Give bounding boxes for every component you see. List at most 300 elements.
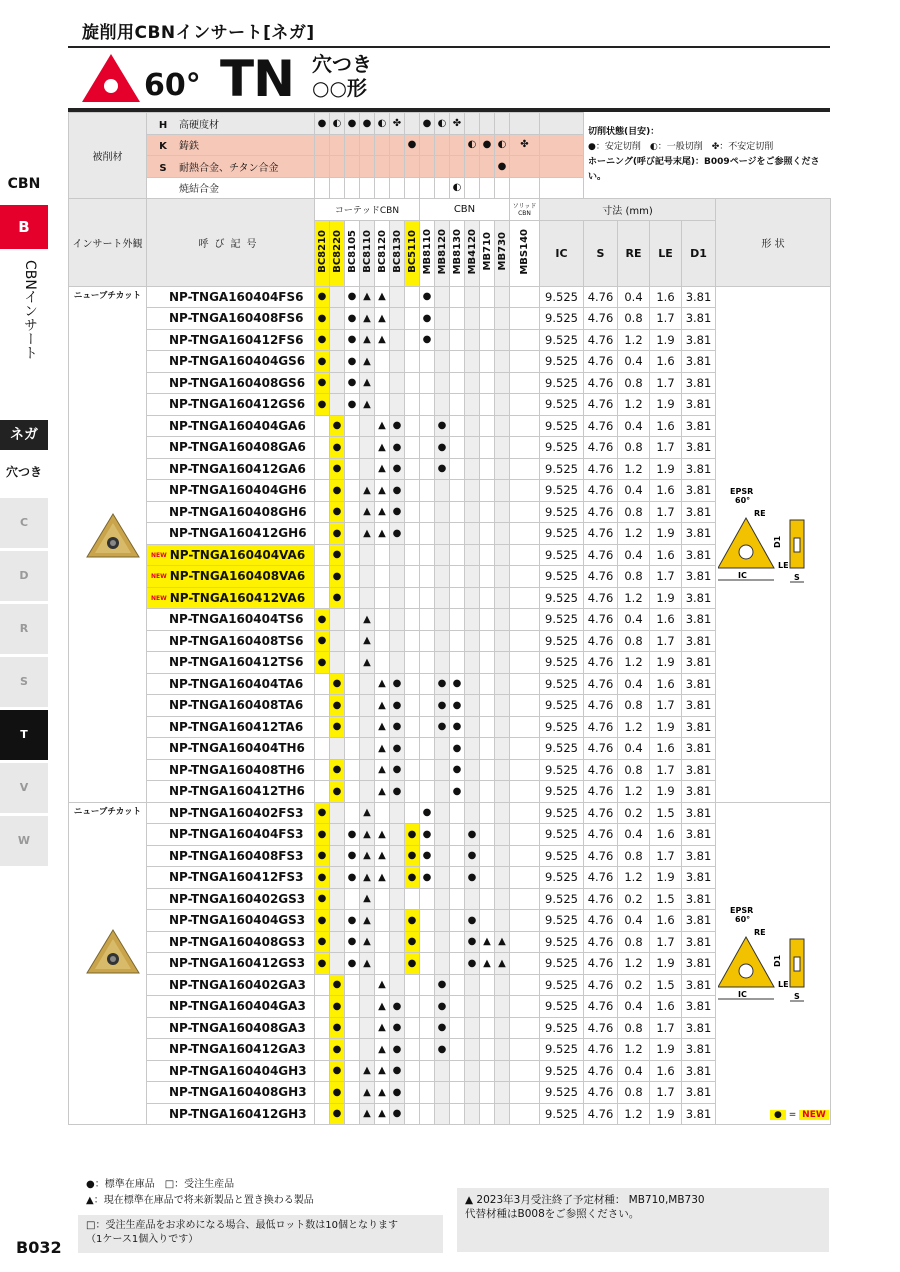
grade-availability: ▲ — [375, 716, 390, 738]
grade-availability: ● — [405, 867, 420, 889]
dimension-value: 1.5 — [650, 974, 682, 996]
grade-availability — [315, 1060, 330, 1082]
grade-availability — [495, 544, 510, 566]
grade-availability: ● — [315, 609, 330, 631]
grade-availability — [360, 458, 375, 480]
grade-availability — [510, 931, 540, 953]
grade-availability: ● — [435, 673, 450, 695]
side-tab-nega[interactable]: ネガ — [0, 420, 48, 450]
grade-availability — [510, 1017, 540, 1039]
insert-appearance-cell — [69, 802, 147, 1125]
grade-availability: ● — [345, 329, 360, 351]
grade-header — [495, 220, 510, 286]
grade-availability — [510, 523, 540, 545]
grade-availability — [345, 501, 360, 523]
product-code-text: NP-TNGA160402GA3 — [169, 977, 306, 992]
dimension-value: 3.81 — [682, 458, 716, 480]
grade-availability — [420, 974, 435, 996]
product-code — [147, 437, 315, 459]
product-code-text: NP-TNGA160404TA6 — [169, 676, 304, 691]
grade-availability — [465, 716, 480, 738]
product-code — [147, 845, 315, 867]
grade-availability: ▲ — [375, 1017, 390, 1039]
grade-availability — [450, 566, 465, 588]
dimension-value: 1.6 — [650, 415, 682, 437]
dimension-value: 4.76 — [584, 738, 618, 760]
dimension-value: 4.76 — [584, 1017, 618, 1039]
grade-availability — [375, 609, 390, 631]
insert-shape-diagram — [718, 901, 828, 1031]
grade-availability: ▲ — [360, 888, 375, 910]
label-re: RE — [754, 508, 766, 518]
grade-availability — [510, 802, 540, 824]
grade-availability: ▲ — [360, 824, 375, 846]
series-label: ニューブチカット — [73, 806, 142, 817]
insert-photo-icon — [85, 927, 141, 977]
grade-availability — [420, 372, 435, 394]
material-mark — [315, 156, 330, 178]
grade-availability — [420, 1060, 435, 1082]
grade-availability — [450, 931, 465, 953]
grade-availability — [360, 738, 375, 760]
dimension-value: 1.9 — [650, 867, 682, 889]
grade-availability — [315, 437, 330, 459]
grade-availability — [435, 308, 450, 330]
grade-availability — [510, 458, 540, 480]
shape-tab-w[interactable]: W — [0, 816, 48, 866]
dimension-value: 4.76 — [584, 867, 618, 889]
grade-availability — [315, 1082, 330, 1104]
grade-availability: ▲ — [375, 759, 390, 781]
product-code-text: NP-TNGA160412VA6 — [169, 590, 306, 605]
grade-availability — [495, 329, 510, 351]
grade-availability — [315, 996, 330, 1018]
grade-availability: ● — [465, 845, 480, 867]
dimension-value: 4.76 — [584, 609, 618, 631]
grade-availability — [495, 974, 510, 996]
dimension-value: 4.76 — [584, 544, 618, 566]
grade-availability: ● — [330, 1082, 345, 1104]
grade-availability — [495, 845, 510, 867]
shape-tab-s[interactable]: S — [0, 657, 48, 707]
grade-availability: ● — [345, 953, 360, 975]
grade-availability — [435, 587, 450, 609]
insert-photo-icon — [85, 511, 141, 561]
grade-availability — [465, 1082, 480, 1104]
grade-availability — [345, 544, 360, 566]
product-table — [68, 112, 831, 1125]
material-mark — [450, 156, 465, 178]
note-discontinue: ▲ 2023年3月受注終了予定材種： MB710,MB730 — [465, 1194, 705, 1206]
grade-availability — [405, 458, 420, 480]
grade-availability — [345, 1082, 360, 1104]
label-epsr: EPSR — [730, 486, 754, 496]
grade-availability — [315, 501, 330, 523]
grade-availability: ● — [315, 308, 330, 330]
grade-availability: ● — [345, 351, 360, 373]
grade-availability — [330, 609, 345, 631]
grade-availability: ● — [420, 308, 435, 330]
grade-availability — [405, 1039, 420, 1061]
grade-availability: ● — [420, 802, 435, 824]
side-tab-hole[interactable]: 穴つき — [5, 465, 42, 479]
shape-tab-c[interactable]: C — [0, 498, 48, 548]
grade-availability: ▲ — [360, 1082, 375, 1104]
grade-header — [330, 220, 345, 286]
grade-availability: ● — [345, 394, 360, 416]
grade-availability — [435, 910, 450, 932]
dimension-value: 4.76 — [584, 996, 618, 1018]
material-mark — [480, 177, 495, 199]
dimension-value: 4.76 — [584, 372, 618, 394]
grade-availability — [405, 286, 420, 308]
grade-availability — [345, 673, 360, 695]
grade-availability — [510, 286, 540, 308]
dimension-value: 0.4 — [618, 824, 650, 846]
side-tab-cbn[interactable]: CBN — [0, 172, 48, 196]
grade-availability: ● — [390, 781, 405, 803]
grade-availability — [495, 308, 510, 330]
material-mark — [540, 134, 584, 156]
dimension-value: 1.2 — [618, 523, 650, 545]
grade-availability — [480, 652, 495, 674]
material-mark — [435, 156, 450, 178]
product-code — [147, 566, 315, 588]
grade-availability: ▲ — [375, 974, 390, 996]
material-name — [147, 134, 315, 156]
grade-availability — [495, 501, 510, 523]
dimension-value: 1.2 — [618, 781, 650, 803]
dimension-value: 4.76 — [584, 1060, 618, 1082]
dimension-value: 4.76 — [584, 824, 618, 846]
dimension-value: 4.76 — [584, 437, 618, 459]
dimension-value: 9.525 — [540, 738, 584, 760]
grade-availability — [450, 953, 465, 975]
grade-availability — [405, 1082, 420, 1104]
material-mark: ✤ — [450, 113, 465, 135]
grade-availability — [375, 630, 390, 652]
dimension-value: 0.2 — [618, 888, 650, 910]
material-mark — [480, 113, 495, 135]
material-mark — [465, 156, 480, 178]
grade-availability — [420, 673, 435, 695]
dimension-value: 4.76 — [584, 308, 618, 330]
product-code — [147, 286, 315, 308]
grade-availability — [390, 931, 405, 953]
grade-availability — [390, 974, 405, 996]
grade-availability: ● — [315, 351, 330, 373]
dimension-value: 0.4 — [618, 544, 650, 566]
dimension-value: 9.525 — [540, 867, 584, 889]
dimension-value: 4.76 — [584, 286, 618, 308]
dimension-value: 0.8 — [618, 437, 650, 459]
grade-header — [465, 220, 480, 286]
grade-availability — [315, 480, 330, 502]
grade-availability — [510, 480, 540, 502]
grade-availability — [480, 974, 495, 996]
grade-availability — [405, 974, 420, 996]
grade-availability — [510, 759, 540, 781]
grade-availability: ● — [390, 458, 405, 480]
dimension-value: 9.525 — [540, 351, 584, 373]
material-mark: ◐ — [450, 177, 465, 199]
product-code — [147, 351, 315, 373]
grade-availability — [510, 394, 540, 416]
grade-availability: ▲ — [360, 1103, 375, 1125]
grade-availability — [360, 1039, 375, 1061]
honing-note: ホーニング(呼び記号末尾)：B009ページをご参照ください。 — [588, 157, 820, 183]
grade-availability: ● — [435, 996, 450, 1018]
grade-availability — [510, 587, 540, 609]
grade-availability: ● — [390, 996, 405, 1018]
dimension-value: 9.525 — [540, 910, 584, 932]
grade-availability — [510, 609, 540, 631]
dimension-value: 3.81 — [682, 480, 716, 502]
product-code — [147, 888, 315, 910]
dimension-value: 1.9 — [650, 1103, 682, 1125]
dimension-value: 1.2 — [618, 716, 650, 738]
grade-availability — [450, 652, 465, 674]
dimension-value: 0.2 — [618, 802, 650, 824]
grade-header — [315, 220, 330, 286]
product-code — [147, 630, 315, 652]
grade-availability: ▲ — [375, 673, 390, 695]
grade-availability — [435, 931, 450, 953]
grade-availability — [495, 415, 510, 437]
grade-availability — [390, 824, 405, 846]
grade-availability — [450, 308, 465, 330]
product-code-text: NP-TNGA160404GS3 — [169, 913, 306, 928]
grade-availability — [450, 910, 465, 932]
grade-availability: ● — [390, 1039, 405, 1061]
grade-availability — [345, 1017, 360, 1039]
grade-availability — [450, 437, 465, 459]
grade-availability: ▲ — [360, 609, 375, 631]
grade-availability — [495, 996, 510, 1018]
side-tab-b[interactable]: B — [0, 205, 48, 249]
grade-availability: ▲ — [375, 415, 390, 437]
grade-availability — [465, 609, 480, 631]
product-code-text: NP-TNGA160408GH6 — [169, 504, 307, 519]
grade-availability — [510, 1082, 540, 1104]
dimension-value: 9.525 — [540, 673, 584, 695]
dimension-value: 4.76 — [584, 953, 618, 975]
dimension-value: 1.7 — [650, 501, 682, 523]
material-mark — [510, 177, 540, 199]
note-order2: （1ケース1個入りです） — [86, 1234, 199, 1245]
material-mark — [360, 156, 375, 178]
grade-availability: ● — [315, 867, 330, 889]
grade-availability: ● — [330, 415, 345, 437]
dimension-value: 1.5 — [650, 888, 682, 910]
product-code-text: NP-TNGA160404GH6 — [169, 483, 307, 498]
grade-availability — [435, 867, 450, 889]
grade-availability — [510, 910, 540, 932]
dimension-value: 4.76 — [584, 1103, 618, 1125]
grade-availability: ● — [330, 437, 345, 459]
dimension-value: 0.4 — [618, 1060, 650, 1082]
material-code: S — [159, 162, 167, 174]
grade-availability — [510, 351, 540, 373]
product-code-text: NP-TNGA160404GH3 — [169, 1063, 307, 1078]
grade-availability — [345, 652, 360, 674]
grade-availability — [420, 1103, 435, 1125]
dimension-value: 3.81 — [682, 587, 716, 609]
grade-availability — [465, 566, 480, 588]
material-mark — [375, 177, 390, 199]
shape-tab-d[interactable]: D — [0, 551, 48, 601]
product-code — [147, 974, 315, 996]
grade-availability — [405, 673, 420, 695]
dimension-value: 9.525 — [540, 308, 584, 330]
shape-tab-t[interactable]: T — [0, 710, 48, 760]
grade-availability — [390, 845, 405, 867]
dimension-value: 0.8 — [618, 845, 650, 867]
grade-availability — [495, 1060, 510, 1082]
grade-availability: ● — [450, 738, 465, 760]
grade-availability: ▲ — [375, 1082, 390, 1104]
grade-availability — [495, 372, 510, 394]
grade-availability: ● — [315, 329, 330, 351]
material-mark — [480, 156, 495, 178]
grade-availability — [330, 802, 345, 824]
grade-availability — [375, 351, 390, 373]
dimension-value: 4.76 — [584, 329, 618, 351]
grade-availability: ▲ — [360, 652, 375, 674]
dimension-value: 4.76 — [584, 1039, 618, 1061]
grade-availability — [330, 738, 345, 760]
dimension-value: 1.6 — [650, 673, 682, 695]
product-code-text: NP-TNGA160404VA6 — [169, 547, 306, 562]
dimension-value: 3.81 — [682, 652, 716, 674]
grade-availability: ● — [345, 910, 360, 932]
material-mark — [375, 134, 390, 156]
grade-header — [345, 220, 360, 286]
material-mark: ◐ — [435, 113, 450, 135]
dimension-value: 1.9 — [650, 781, 682, 803]
grade-availability — [450, 329, 465, 351]
material-code: H — [158, 119, 168, 131]
product-code — [147, 759, 315, 781]
grade-availability — [495, 695, 510, 717]
grade-availability: ▲ — [375, 437, 390, 459]
grade-availability — [315, 544, 330, 566]
material-mark — [315, 177, 330, 199]
grade-availability: ▲ — [375, 867, 390, 889]
label-d1: D1 — [773, 535, 782, 548]
label-angle: 60° — [735, 914, 751, 924]
dimension-value: 4.76 — [584, 630, 618, 652]
code-header: 呼び記号 — [147, 199, 315, 287]
grade-availability — [345, 437, 360, 459]
dimension-value: 1.6 — [650, 996, 682, 1018]
grade-availability — [480, 609, 495, 631]
grade-availability: ● — [315, 652, 330, 674]
material-mark — [390, 177, 405, 199]
grade-availability — [390, 652, 405, 674]
grade-availability — [480, 910, 495, 932]
grade-availability — [495, 437, 510, 459]
grade-availability — [450, 996, 465, 1018]
dimension-value: 1.6 — [650, 1060, 682, 1082]
grade-availability — [480, 286, 495, 308]
material-mark — [345, 134, 360, 156]
grade-availability — [330, 824, 345, 846]
shape-tab-r[interactable]: R — [0, 604, 48, 654]
work-material-label: 被削材 — [69, 113, 147, 199]
material-name — [147, 156, 315, 178]
product-code-text: NP-TNGA160408GA6 — [169, 440, 306, 455]
product-code — [147, 781, 315, 803]
material-mark — [540, 177, 584, 199]
product-code-text: NP-TNGA160412GA3 — [169, 1042, 306, 1057]
material-mark — [495, 177, 510, 199]
dimension-value: 0.2 — [618, 974, 650, 996]
grade-availability — [495, 781, 510, 803]
grade-availability — [330, 910, 345, 932]
grade-availability — [435, 630, 450, 652]
grade-availability — [435, 953, 450, 975]
grade-availability — [405, 372, 420, 394]
grade-availability — [435, 544, 450, 566]
grade-availability — [495, 480, 510, 502]
dimension-value: 3.81 — [682, 566, 716, 588]
grade-availability — [510, 1103, 540, 1125]
dimension-value: 1.2 — [618, 394, 650, 416]
grade-availability: ● — [435, 1039, 450, 1061]
grade-availability — [420, 781, 435, 803]
grade-header — [510, 220, 540, 286]
grade-availability — [360, 566, 375, 588]
material-label: 高硬度材 — [179, 119, 219, 131]
grade-availability: ● — [390, 738, 405, 760]
grade-availability: ● — [330, 996, 345, 1018]
grade-availability — [420, 695, 435, 717]
grade-availability — [495, 523, 510, 545]
grade-availability — [495, 1017, 510, 1039]
grade-availability — [315, 587, 330, 609]
grade-availability — [405, 587, 420, 609]
material-mark — [495, 113, 510, 135]
grade-availability — [495, 630, 510, 652]
grade-header — [450, 220, 465, 286]
product-code — [147, 716, 315, 738]
dimension-value: 4.76 — [584, 523, 618, 545]
solid-cbn-header: ソリッドCBN — [510, 199, 540, 221]
product-code-text: NP-TNGA160412GA6 — [169, 461, 306, 476]
shape-header: 形 状 — [716, 199, 831, 287]
legend-new-tag: NEW — [799, 1110, 829, 1120]
grade-availability — [450, 587, 465, 609]
dimension-value: 4.76 — [584, 910, 618, 932]
dimension-value: 9.525 — [540, 781, 584, 803]
grade-availability — [420, 394, 435, 416]
grade-availability — [495, 286, 510, 308]
product-code-text: NP-TNGA160408GS6 — [169, 375, 306, 390]
shape-tab-v[interactable]: V — [0, 763, 48, 813]
grade-availability — [450, 802, 465, 824]
product-code-text: NP-TNGA160404FS6 — [169, 289, 304, 304]
grade-header — [405, 220, 420, 286]
dimension-value: 4.76 — [584, 673, 618, 695]
grade-availability — [330, 308, 345, 330]
grade-availability — [420, 415, 435, 437]
grade-availability — [480, 673, 495, 695]
grade-availability: ● — [315, 286, 330, 308]
grade-availability: ● — [330, 501, 345, 523]
grade-name: MB730 — [496, 232, 508, 271]
new-badge: NEW — [151, 551, 167, 559]
